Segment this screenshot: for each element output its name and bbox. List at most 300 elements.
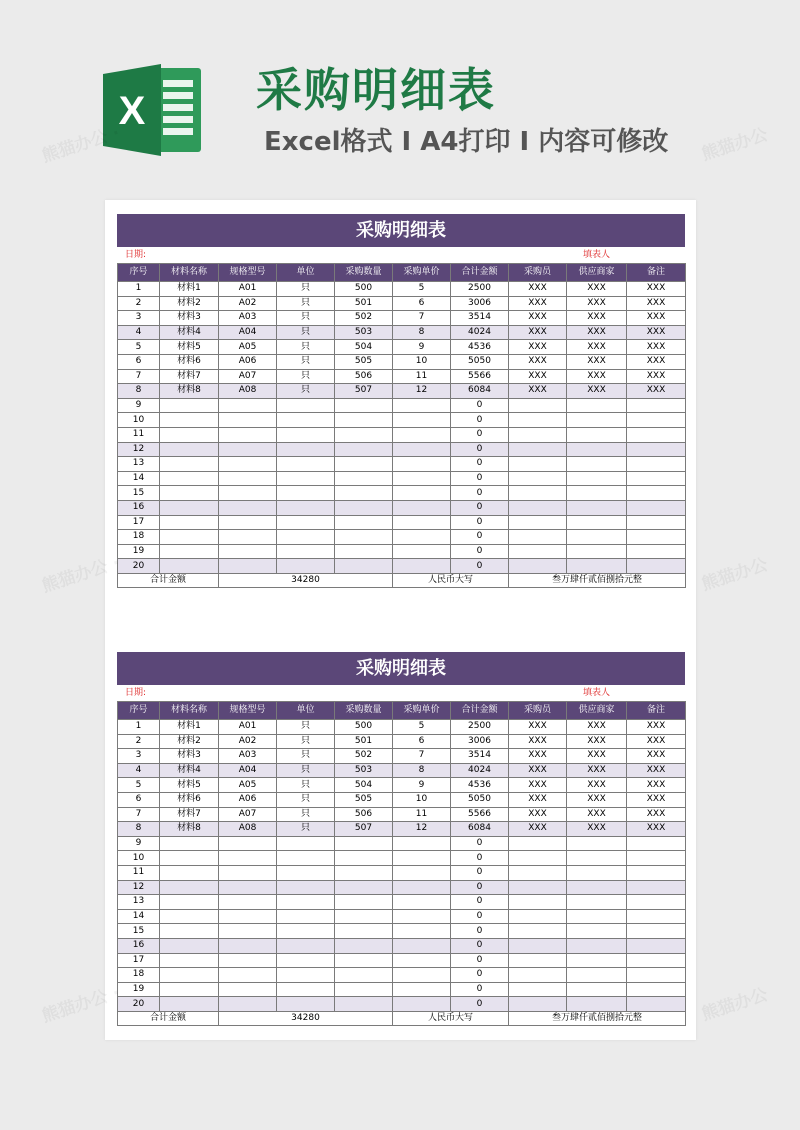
table-cell[interactable]: 材料4 [160,325,219,340]
table-cell[interactable] [509,427,567,442]
table-cell[interactable] [160,457,219,472]
table-cell[interactable] [277,851,335,866]
table-cell[interactable] [219,924,277,939]
table-cell[interactable]: 只 [277,763,335,778]
table-cell[interactable]: 只 [277,778,335,793]
table-cell[interactable]: XXX [567,296,627,311]
table-cell[interactable] [567,997,627,1012]
table-cell[interactable] [567,836,627,851]
table-cell[interactable] [277,442,335,457]
table-cell[interactable]: 0 [451,457,509,472]
table-cell[interactable]: 2500 [451,720,509,735]
table-cell[interactable]: 只 [277,384,335,399]
table-cell[interactable] [393,865,451,880]
table-cell[interactable] [219,500,277,515]
table-cell[interactable] [393,851,451,866]
table-cell[interactable]: 5566 [451,369,509,384]
table-cell[interactable] [509,924,567,939]
table-cell[interactable] [627,413,686,428]
table-cell[interactable]: 5 [393,720,451,735]
table-cell[interactable]: 3006 [451,296,509,311]
table-cell[interactable]: A07 [219,369,277,384]
total-label[interactable]: 合计金额 [118,573,219,588]
table-cell[interactable] [509,851,567,866]
table-cell[interactable]: XXX [509,296,567,311]
table-cell[interactable]: 材料8 [160,384,219,399]
table-cell[interactable] [160,953,219,968]
table-cell[interactable] [335,895,393,910]
table-cell[interactable]: 材料7 [160,807,219,822]
table-cell[interactable] [567,851,627,866]
table-cell[interactable] [567,486,627,501]
table-cell[interactable] [335,982,393,997]
table-cell[interactable] [509,457,567,472]
table-cell[interactable]: XXX [627,354,686,369]
table-cell[interactable]: 只 [277,296,335,311]
table-cell[interactable]: 材料8 [160,822,219,837]
table-cell[interactable]: 1 [118,720,160,735]
table-cell[interactable]: XXX [567,778,627,793]
table-cell[interactable] [160,413,219,428]
table-cell[interactable]: 5566 [451,807,509,822]
table-cell[interactable] [335,398,393,413]
rmb-value[interactable]: 叁万肆仟贰佰捌拾元整 [509,1011,686,1026]
table-cell[interactable] [335,544,393,559]
table-cell[interactable] [219,544,277,559]
table-cell[interactable]: 只 [277,369,335,384]
table-cell[interactable]: 9 [118,398,160,413]
table-cell[interactable]: 4536 [451,340,509,355]
table-cell[interactable] [219,865,277,880]
table-cell[interactable] [509,880,567,895]
table-cell[interactable] [393,471,451,486]
table-cell[interactable] [567,500,627,515]
table-cell[interactable] [335,880,393,895]
table-cell[interactable]: 材料3 [160,311,219,326]
table-cell[interactable]: 7 [393,749,451,764]
table-cell[interactable]: 材料2 [160,734,219,749]
table-cell[interactable]: 12 [118,442,160,457]
table-cell[interactable]: 0 [451,968,509,983]
table-cell[interactable] [335,997,393,1012]
table-cell[interactable]: 材料3 [160,749,219,764]
table-cell[interactable]: 8 [393,325,451,340]
table-cell[interactable] [509,486,567,501]
table-cell[interactable]: XXX [509,720,567,735]
table-cell[interactable]: 10 [393,354,451,369]
table-cell[interactable]: 6 [118,354,160,369]
table-cell[interactable]: 0 [451,938,509,953]
table-cell[interactable]: 507 [335,822,393,837]
rmb-label[interactable]: 人民币大写 [393,573,509,588]
table-cell[interactable]: 3006 [451,734,509,749]
table-cell[interactable]: 10 [118,413,160,428]
table-cell[interactable] [335,471,393,486]
table-cell[interactable] [219,836,277,851]
table-cell[interactable] [160,427,219,442]
table-cell[interactable]: XXX [509,749,567,764]
table-cell[interactable]: 500 [335,720,393,735]
table-cell[interactable] [509,559,567,574]
table-cell[interactable]: XXX [509,340,567,355]
table-cell[interactable]: XXX [627,749,686,764]
table-cell[interactable] [160,968,219,983]
table-cell[interactable] [567,471,627,486]
table-cell[interactable] [277,865,335,880]
table-cell[interactable] [627,544,686,559]
table-cell[interactable]: 17 [118,953,160,968]
table-cell[interactable] [509,836,567,851]
table-cell[interactable]: 506 [335,807,393,822]
table-cell[interactable]: 0 [451,982,509,997]
table-cell[interactable]: A05 [219,340,277,355]
table-cell[interactable]: 506 [335,369,393,384]
table-cell[interactable]: 0 [451,909,509,924]
total-value[interactable]: 34280 [219,1011,393,1026]
table-cell[interactable] [219,968,277,983]
table-cell[interactable] [393,398,451,413]
table-cell[interactable] [219,486,277,501]
table-cell[interactable] [335,836,393,851]
table-cell[interactable]: 材料1 [160,282,219,297]
table-cell[interactable]: 5 [393,282,451,297]
table-cell[interactable] [393,442,451,457]
table-cell[interactable]: XXX [627,822,686,837]
table-cell[interactable]: 0 [451,427,509,442]
table-cell[interactable]: 10 [118,851,160,866]
table-cell[interactable]: XXX [509,792,567,807]
table-cell[interactable] [627,997,686,1012]
table-cell[interactable] [393,924,451,939]
table-cell[interactable] [393,968,451,983]
table-cell[interactable] [160,544,219,559]
table-cell[interactable] [567,398,627,413]
table-cell[interactable] [393,895,451,910]
table-cell[interactable]: 502 [335,749,393,764]
table-cell[interactable] [160,865,219,880]
table-cell[interactable]: 3 [118,749,160,764]
table-cell[interactable]: 4024 [451,763,509,778]
table-cell[interactable] [509,544,567,559]
table-cell[interactable]: 0 [451,895,509,910]
table-cell[interactable]: 只 [277,340,335,355]
table-cell[interactable] [627,515,686,530]
table-cell[interactable] [393,427,451,442]
table-cell[interactable]: 8 [393,763,451,778]
table-cell[interactable] [160,938,219,953]
table-cell[interactable] [567,457,627,472]
table-cell[interactable]: 501 [335,296,393,311]
table-cell[interactable]: 11 [393,807,451,822]
table-cell[interactable]: 0 [451,865,509,880]
table-cell[interactable] [393,413,451,428]
table-cell[interactable]: 18 [118,530,160,545]
table-cell[interactable]: XXX [567,734,627,749]
table-cell[interactable]: 20 [118,559,160,574]
table-cell[interactable] [627,442,686,457]
table-cell[interactable] [567,924,627,939]
table-cell[interactable]: 500 [335,282,393,297]
table-cell[interactable]: XXX [509,822,567,837]
table-cell[interactable] [567,909,627,924]
total-label[interactable]: 合计金额 [118,1011,219,1026]
table-cell[interactable]: 507 [335,384,393,399]
table-cell[interactable] [627,530,686,545]
table-cell[interactable]: 只 [277,749,335,764]
table-cell[interactable]: XXX [627,369,686,384]
table-cell[interactable]: A02 [219,734,277,749]
table-cell[interactable]: XXX [567,354,627,369]
table-cell[interactable] [219,938,277,953]
table-cell[interactable]: XXX [567,384,627,399]
table-cell[interactable]: XXX [509,354,567,369]
table-cell[interactable] [335,530,393,545]
table-cell[interactable]: XXX [567,369,627,384]
table-cell[interactable]: 503 [335,325,393,340]
table-cell[interactable]: XXX [567,749,627,764]
table-cell[interactable] [219,398,277,413]
table-cell[interactable]: 2500 [451,282,509,297]
table-cell[interactable] [627,559,686,574]
table-cell[interactable]: 4 [118,763,160,778]
table-cell[interactable]: 12 [393,822,451,837]
table-cell[interactable] [277,457,335,472]
table-cell[interactable] [509,968,567,983]
table-cell[interactable] [160,530,219,545]
table-cell[interactable] [277,938,335,953]
table-cell[interactable]: 14 [118,471,160,486]
table-cell[interactable]: 13 [118,895,160,910]
table-cell[interactable]: 0 [451,836,509,851]
table-cell[interactable]: 12 [118,880,160,895]
table-cell[interactable]: XXX [627,763,686,778]
table-cell[interactable] [277,997,335,1012]
table-cell[interactable] [393,530,451,545]
table-cell[interactable]: 只 [277,311,335,326]
table-cell[interactable]: XXX [567,325,627,340]
table-cell[interactable]: 材料7 [160,369,219,384]
table-cell[interactable]: 5050 [451,792,509,807]
table-cell[interactable] [160,471,219,486]
table-cell[interactable] [160,442,219,457]
table-cell[interactable]: 只 [277,807,335,822]
table-cell[interactable]: 11 [393,369,451,384]
table-cell[interactable]: XXX [509,311,567,326]
table-cell[interactable]: 504 [335,778,393,793]
table-cell[interactable]: XXX [509,282,567,297]
table-cell[interactable]: XXX [627,311,686,326]
table-cell[interactable] [567,865,627,880]
table-cell[interactable] [627,471,686,486]
table-cell[interactable] [219,427,277,442]
table-cell[interactable]: 4 [118,325,160,340]
table-cell[interactable]: 5 [118,778,160,793]
table-cell[interactable] [627,865,686,880]
table-cell[interactable] [393,500,451,515]
table-cell[interactable] [219,515,277,530]
table-cell[interactable] [160,836,219,851]
table-cell[interactable] [277,880,335,895]
table-cell[interactable]: XXX [567,822,627,837]
table-cell[interactable]: 7 [393,311,451,326]
table-cell[interactable]: 501 [335,734,393,749]
table-cell[interactable]: XXX [627,282,686,297]
table-cell[interactable] [277,530,335,545]
table-cell[interactable] [627,953,686,968]
table-cell[interactable] [160,997,219,1012]
table-cell[interactable]: 503 [335,763,393,778]
table-cell[interactable] [335,559,393,574]
table-cell[interactable] [627,457,686,472]
table-cell[interactable] [567,544,627,559]
table-cell[interactable] [335,442,393,457]
table-cell[interactable] [335,457,393,472]
table-cell[interactable]: 材料6 [160,792,219,807]
table-cell[interactable] [277,486,335,501]
table-cell[interactable] [509,471,567,486]
table-cell[interactable]: 1 [118,282,160,297]
table-cell[interactable]: 505 [335,792,393,807]
total-value[interactable]: 34280 [219,573,393,588]
table-cell[interactable] [219,997,277,1012]
table-cell[interactable] [277,836,335,851]
table-cell[interactable] [219,953,277,968]
table-cell[interactable] [219,982,277,997]
table-cell[interactable]: XXX [627,792,686,807]
table-cell[interactable] [277,515,335,530]
table-cell[interactable] [567,938,627,953]
table-cell[interactable]: 7 [118,369,160,384]
table-cell[interactable]: A06 [219,792,277,807]
table-cell[interactable] [509,500,567,515]
table-cell[interactable] [393,982,451,997]
table-cell[interactable] [160,500,219,515]
table-cell[interactable]: XXX [567,340,627,355]
table-cell[interactable] [509,398,567,413]
table-cell[interactable]: 只 [277,734,335,749]
table-cell[interactable]: 只 [277,282,335,297]
table-cell[interactable] [160,924,219,939]
table-cell[interactable]: 7 [118,807,160,822]
table-cell[interactable] [160,486,219,501]
table-cell[interactable] [393,997,451,1012]
table-cell[interactable]: 0 [451,530,509,545]
table-cell[interactable] [335,851,393,866]
table-cell[interactable]: 4024 [451,325,509,340]
table-cell[interactable]: 6 [118,792,160,807]
table-cell[interactable]: A03 [219,749,277,764]
table-cell[interactable]: 6084 [451,822,509,837]
table-cell[interactable] [219,851,277,866]
table-cell[interactable] [509,938,567,953]
table-cell[interactable]: A08 [219,822,277,837]
table-cell[interactable]: 0 [451,515,509,530]
table-cell[interactable] [335,938,393,953]
table-cell[interactable] [160,909,219,924]
table-cell[interactable]: 0 [451,442,509,457]
table-cell[interactable]: 505 [335,354,393,369]
table-cell[interactable]: XXX [627,778,686,793]
table-cell[interactable] [219,895,277,910]
table-cell[interactable] [160,851,219,866]
table-cell[interactable] [393,836,451,851]
table-cell[interactable]: 3514 [451,311,509,326]
table-cell[interactable] [277,413,335,428]
table-cell[interactable] [627,895,686,910]
table-cell[interactable]: A08 [219,384,277,399]
table-cell[interactable]: XXX [509,734,567,749]
table-cell[interactable]: 0 [451,880,509,895]
table-cell[interactable]: A04 [219,325,277,340]
table-cell[interactable] [567,982,627,997]
table-cell[interactable] [567,427,627,442]
table-cell[interactable] [627,924,686,939]
table-cell[interactable]: 5 [118,340,160,355]
table-cell[interactable] [393,457,451,472]
table-cell[interactable]: XXX [567,792,627,807]
table-cell[interactable]: 0 [451,398,509,413]
table-cell[interactable]: XXX [567,807,627,822]
table-cell[interactable] [509,865,567,880]
table-cell[interactable]: XXX [509,384,567,399]
table-cell[interactable]: A04 [219,763,277,778]
table-cell[interactable]: 只 [277,720,335,735]
table-cell[interactable]: XXX [509,778,567,793]
table-cell[interactable]: A03 [219,311,277,326]
table-cell[interactable] [219,880,277,895]
table-cell[interactable] [277,982,335,997]
table-cell[interactable]: 11 [118,865,160,880]
table-cell[interactable] [627,968,686,983]
table-cell[interactable] [393,880,451,895]
table-cell[interactable]: 材料5 [160,778,219,793]
table-cell[interactable] [335,413,393,428]
table-cell[interactable] [277,924,335,939]
table-cell[interactable] [160,515,219,530]
table-cell[interactable] [393,938,451,953]
table-cell[interactable]: 材料2 [160,296,219,311]
table-cell[interactable] [160,398,219,413]
table-cell[interactable]: 0 [451,953,509,968]
table-cell[interactable]: XXX [567,720,627,735]
table-cell[interactable]: 5050 [451,354,509,369]
table-cell[interactable]: XXX [567,311,627,326]
table-cell[interactable]: 17 [118,515,160,530]
table-cell[interactable] [509,895,567,910]
table-cell[interactable]: 19 [118,544,160,559]
table-cell[interactable] [277,559,335,574]
table-cell[interactable] [567,953,627,968]
table-cell[interactable]: 只 [277,354,335,369]
table-cell[interactable] [219,413,277,428]
table-cell[interactable]: 3 [118,311,160,326]
table-cell[interactable]: 6 [393,734,451,749]
table-cell[interactable] [627,909,686,924]
table-cell[interactable] [335,427,393,442]
table-cell[interactable]: 20 [118,997,160,1012]
table-cell[interactable] [277,895,335,910]
table-cell[interactable]: 2 [118,734,160,749]
table-cell[interactable]: XXX [627,720,686,735]
table-cell[interactable] [567,895,627,910]
table-cell[interactable]: 18 [118,968,160,983]
table-cell[interactable] [627,851,686,866]
table-cell[interactable] [335,953,393,968]
table-cell[interactable]: XXX [567,763,627,778]
table-cell[interactable] [509,982,567,997]
table-cell[interactable]: 0 [451,559,509,574]
table-cell[interactable]: XXX [567,282,627,297]
